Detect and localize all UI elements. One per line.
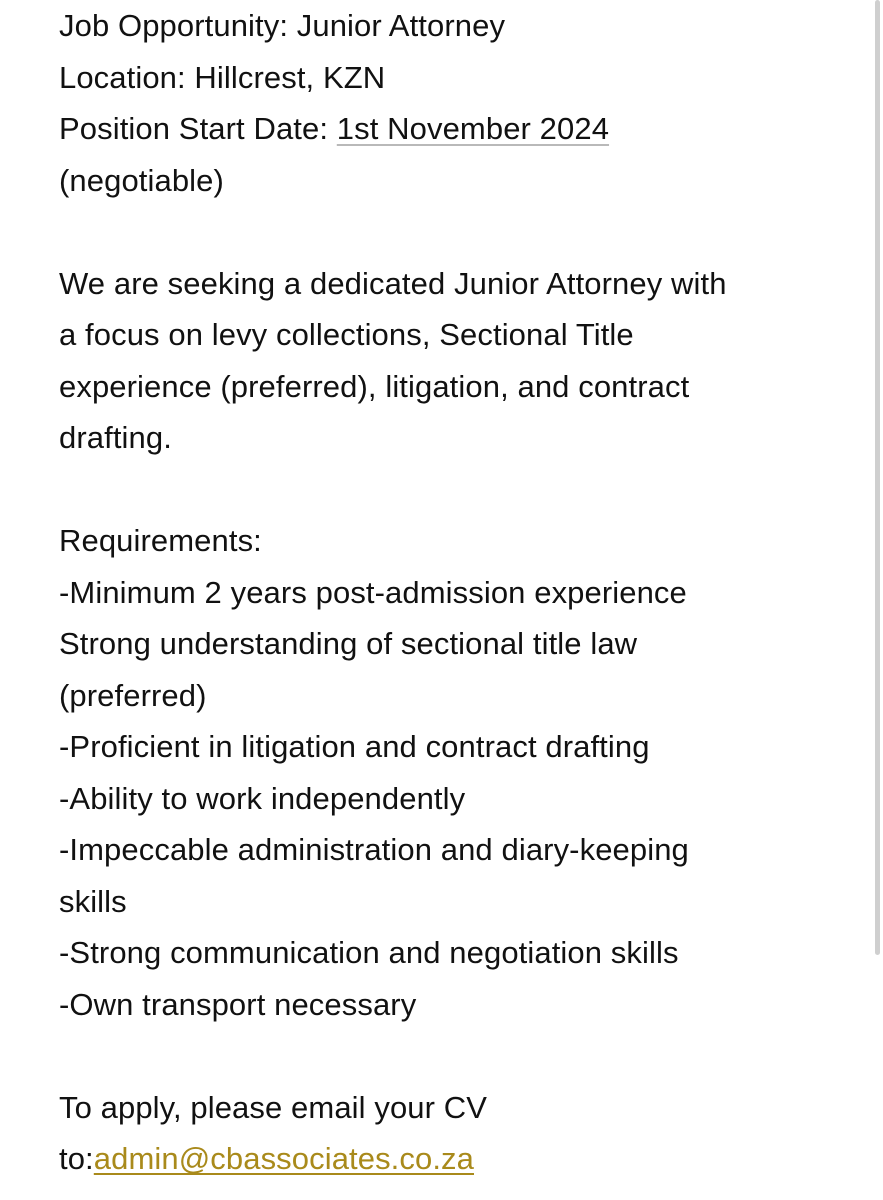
start-date-detected-link[interactable]: 1st November 2024 [336,111,610,146]
job-posting-note [59,0,859,1185]
blank-line [59,464,859,516]
requirement-item: -Own transport necessary [59,986,417,1022]
apply-line: To apply, please email your CV [59,1089,488,1125]
requirement-item: -Impeccable administration and diary-keeping [59,832,689,867]
requirements-heading: Requirements: [59,523,262,558]
negotiable-line: (negotiable) [59,162,224,198]
requirement-item: Strong understanding of sectional title law [59,626,638,661]
requirement-item: -Strong communication and negotiation skills [59,935,679,970]
job-title-line: Job Opportunity: Junior Attorney [59,8,506,43]
requirement-item: -Proficient in litigation and contract drafting [59,729,650,764]
requirement-item: -Ability to work independently [59,780,466,816]
blank-line [59,206,859,258]
requirement-item: skills [59,883,127,919]
intro-line: a focus on levy collections, Sectional Title [59,317,634,352]
email-link[interactable]: admin@cbassociates.co.za [93,1141,474,1176]
location-line: Location: Hillcrest, KZN [59,59,386,95]
requirement-item: -Minimum 2 years post-admission experience [59,574,687,610]
apply-email-line [59,1133,859,1185]
start-date-label: Position Start Date: [59,111,337,146]
blank-line [59,1030,859,1082]
scrollbar[interactable] [875,0,880,955]
start-date-line [59,103,859,155]
apply-prefix: to: [59,1141,94,1176]
intro-line: experience (preferred), litigation, and contract [59,368,690,404]
intro-line: drafting. [59,420,172,455]
requirement-item: (preferred) [59,677,207,713]
intro-line: We are seeking a dedicated Junior Attorney with [59,265,727,301]
